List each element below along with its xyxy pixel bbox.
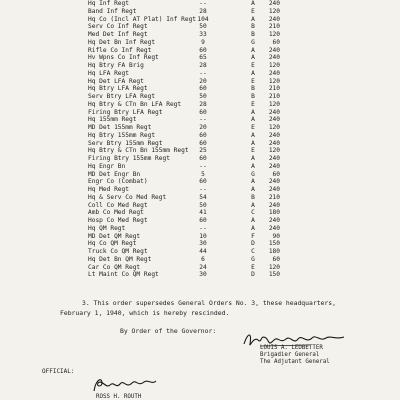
- strength-cell: --: [199, 0, 207, 7]
- strength-cell: 6: [201, 255, 205, 263]
- allowance-cell: 240: [268, 139, 280, 147]
- unit-cell: Lt Maint Co QM Regt: [88, 271, 159, 279]
- class-cell: B: [251, 31, 255, 38]
- allowance-cell: 120: [268, 147, 280, 155]
- unit-cell: Serv Btry LFA Regt: [88, 93, 156, 100]
- class-cell: B: [251, 93, 255, 100]
- class-cell: D: [251, 271, 255, 279]
- allowance-cell: 240: [268, 116, 280, 124]
- class-cell: B: [251, 193, 255, 201]
- allowance-cell: 240: [268, 54, 280, 62]
- allowance-cell: 210: [268, 23, 280, 31]
- class-cell: C: [251, 209, 255, 217]
- unit-cell: Car Co QM Regt: [88, 263, 141, 271]
- class-cell: E: [251, 263, 255, 271]
- class-cell: F: [251, 232, 255, 240]
- unit-cell: Hq Btry & CTn Bn LFA Regt: [88, 100, 182, 108]
- allowance-cell: 240: [268, 155, 280, 162]
- allowance-cell: 120: [268, 124, 280, 131]
- strength-cell: 54: [199, 193, 207, 201]
- allowance-cell: 60: [272, 170, 280, 178]
- official-signature-icon: [90, 375, 160, 395]
- allowance-cell: 150: [268, 240, 280, 248]
- allowance-cell: 210: [268, 93, 280, 100]
- unit-cell: Amb Co Med Regt: [88, 209, 144, 217]
- strength-cell: 65: [199, 54, 207, 62]
- unit-cell: Serv Btry 155mm Regt: [88, 139, 163, 147]
- unit-cell: Hq Engr Bn: [88, 162, 126, 170]
- allowance-cell: 120: [268, 31, 280, 38]
- paragraph-line-1: 3. This order supersedes General Orders No. 3, these headquarters,: [82, 299, 336, 307]
- class-cell: A: [251, 217, 255, 224]
- class-cell: E: [251, 62, 255, 69]
- signature-block: [260, 345, 380, 366]
- unit-cell: Hq Det Bn Inf Regt: [88, 38, 156, 46]
- strength-cell: 60: [199, 131, 207, 139]
- paragraph-line-2: February 1, 1940, which is hereby rescinded.: [60, 309, 230, 317]
- allowance-cell: 240: [268, 15, 280, 23]
- allowance-cell: 240: [268, 201, 280, 209]
- strength-cell: 5: [201, 170, 205, 178]
- unit-cell: Firing Btry LFA Regt: [88, 108, 163, 116]
- strength-cell: 60: [199, 155, 207, 162]
- allowance-cell: 240: [268, 0, 280, 7]
- supersede-paragraph: [60, 298, 360, 318]
- allowance-cell: 90: [272, 232, 280, 240]
- strength-cell: 28: [199, 100, 207, 108]
- strength-cell: 50: [199, 93, 207, 100]
- unit-cell: Med Det Inf Regt: [88, 31, 148, 38]
- unit-cell: Hq Med Regt: [88, 186, 129, 193]
- class-cell: G: [251, 255, 255, 263]
- allowance-cell: 240: [268, 69, 280, 77]
- unit-cell: Hq Btry & CTn Bn 155mm Regt: [88, 147, 189, 155]
- strength-cell: 60: [199, 46, 207, 54]
- allowance-cell: 240: [268, 131, 280, 139]
- allowance-cell: 240: [268, 46, 280, 54]
- class-cell: B: [251, 23, 255, 31]
- by-order-line: By Order of the Governor:: [120, 327, 217, 335]
- class-cell: D: [251, 240, 255, 248]
- class-cell: E: [251, 147, 255, 155]
- class-cell: B: [251, 85, 255, 93]
- strength-cell: 24: [199, 263, 207, 271]
- class-cell: A: [251, 155, 255, 162]
- allowance-cell: 150: [268, 271, 280, 279]
- unit-cell: Hq LFA Regt: [88, 69, 129, 77]
- unit-cell: Coll Co Med Regt: [88, 201, 148, 209]
- strength-cell: 30: [199, 240, 207, 248]
- strength-cell: 28: [199, 7, 207, 15]
- unit-cell: Hq Co (Incl AT Plat) Inf Regt: [88, 15, 197, 23]
- unit-cell: MD Det QM Regt: [88, 232, 141, 240]
- class-cell: A: [251, 46, 255, 54]
- unit-cell: Hq 155mm Regt: [88, 116, 137, 124]
- class-cell: G: [251, 38, 255, 46]
- strength-cell: 50: [199, 23, 207, 31]
- class-cell: A: [251, 224, 255, 232]
- class-cell: A: [251, 69, 255, 77]
- allowance-cell: 120: [268, 77, 280, 85]
- strength-cell: --: [199, 186, 207, 193]
- table-row: [0, 271, 400, 279]
- allowance-cell: 120: [268, 100, 280, 108]
- unit-cell: Hq Btry FA Brig: [88, 62, 144, 69]
- strength-cell: 60: [199, 108, 207, 116]
- unit-cell: Rifle Co Inf Regt: [88, 46, 152, 54]
- allowance-cell: 240: [268, 224, 280, 232]
- unit-cell: Hq Det LFA Regt: [88, 77, 144, 85]
- class-cell: E: [251, 124, 255, 131]
- strength-cell: 60: [199, 217, 207, 224]
- official-label: OFFICIAL:: [42, 368, 75, 375]
- unit-cell: Hosp Co Med Regt: [88, 217, 148, 224]
- allowance-cell: 240: [268, 178, 280, 186]
- strength-cell: --: [199, 224, 207, 232]
- unit-cell: Hq Btry 155mm Regt: [88, 131, 156, 139]
- unit-cell: Serv Co Inf Regt: [88, 23, 148, 31]
- allowance-cell: 240: [268, 108, 280, 116]
- class-cell: E: [251, 7, 255, 15]
- strength-cell: 28: [199, 62, 207, 69]
- unit-cell: MD Det 155mm Regt: [88, 124, 152, 131]
- strength-cell: 60: [199, 139, 207, 147]
- class-cell: A: [251, 162, 255, 170]
- strength-cell: --: [199, 69, 207, 77]
- class-cell: A: [251, 186, 255, 193]
- strength-cell: 60: [199, 178, 207, 186]
- class-cell: A: [251, 139, 255, 147]
- class-cell: A: [251, 108, 255, 116]
- allowance-cell: 180: [268, 209, 280, 217]
- strength-cell: 30: [199, 271, 207, 279]
- strength-cell: 60: [199, 85, 207, 93]
- allowance-cell: 60: [272, 38, 280, 46]
- allowance-cell: 180: [268, 248, 280, 255]
- unit-cell: Hq Det Bn QM Regt: [88, 255, 152, 263]
- unit-cell: Band Inf Regt: [88, 7, 137, 15]
- class-cell: A: [251, 0, 255, 7]
- unit-cell: Hq Co QM Regt: [88, 240, 137, 248]
- allowance-cell: 60: [272, 255, 280, 263]
- unit-cell: Hq QM Regt: [88, 224, 126, 232]
- class-cell: A: [251, 178, 255, 186]
- strength-cell: --: [199, 162, 207, 170]
- unit-cell: Firing Btry 155mm Regt: [88, 155, 170, 162]
- unit-cell: Hq & Serv Co Med Regt: [88, 193, 167, 201]
- allowance-cell: 210: [268, 85, 280, 93]
- signatory-title: The Adjutant General: [260, 359, 330, 365]
- class-cell: A: [251, 15, 255, 23]
- class-cell: G: [251, 170, 255, 178]
- unit-cell: Hq Btry LFA Regt: [88, 85, 148, 93]
- allowance-cell: 210: [268, 193, 280, 201]
- official-name: ROSS H. ROUTH: [96, 394, 142, 400]
- class-cell: A: [251, 116, 255, 124]
- strength-cell: 10: [199, 232, 207, 240]
- allowance-cell: 240: [268, 217, 280, 224]
- allowance-cell: 240: [268, 186, 280, 193]
- strength-cell: 20: [199, 124, 207, 131]
- signatory-name: LOUIS A. LEDBETTER: [260, 345, 323, 351]
- unit-cell: Hq Inf Regt: [88, 0, 129, 7]
- strength-cell: 25: [199, 147, 207, 155]
- allowance-cell: 120: [268, 7, 280, 15]
- strength-cell: 50: [199, 201, 207, 209]
- class-cell: A: [251, 54, 255, 62]
- strength-cell: 104: [197, 15, 209, 23]
- class-cell: E: [251, 77, 255, 85]
- strength-cell: 33: [199, 31, 207, 38]
- strength-cell: 44: [199, 248, 207, 255]
- unit-cell: Engr Co (Combat): [88, 178, 148, 186]
- unit-cell: Hv Wpns Co Inf Regt: [88, 54, 159, 62]
- strength-cell: 41: [199, 209, 207, 217]
- unit-cell: MD Det Engr Bn: [88, 170, 141, 178]
- allowance-cell: 120: [268, 62, 280, 69]
- allowance-cell: 240: [268, 162, 280, 170]
- strength-cell: --: [199, 116, 207, 124]
- class-cell: E: [251, 100, 255, 108]
- strength-cell: 9: [201, 38, 205, 46]
- allowance-cell: 120: [268, 263, 280, 271]
- class-cell: C: [251, 248, 255, 255]
- signatory-rank: Brigadier General: [260, 352, 320, 358]
- class-cell: A: [251, 201, 255, 209]
- unit-cell: Truck Co QM Regt: [88, 248, 148, 255]
- class-cell: A: [251, 131, 255, 139]
- strength-cell: 20: [199, 77, 207, 85]
